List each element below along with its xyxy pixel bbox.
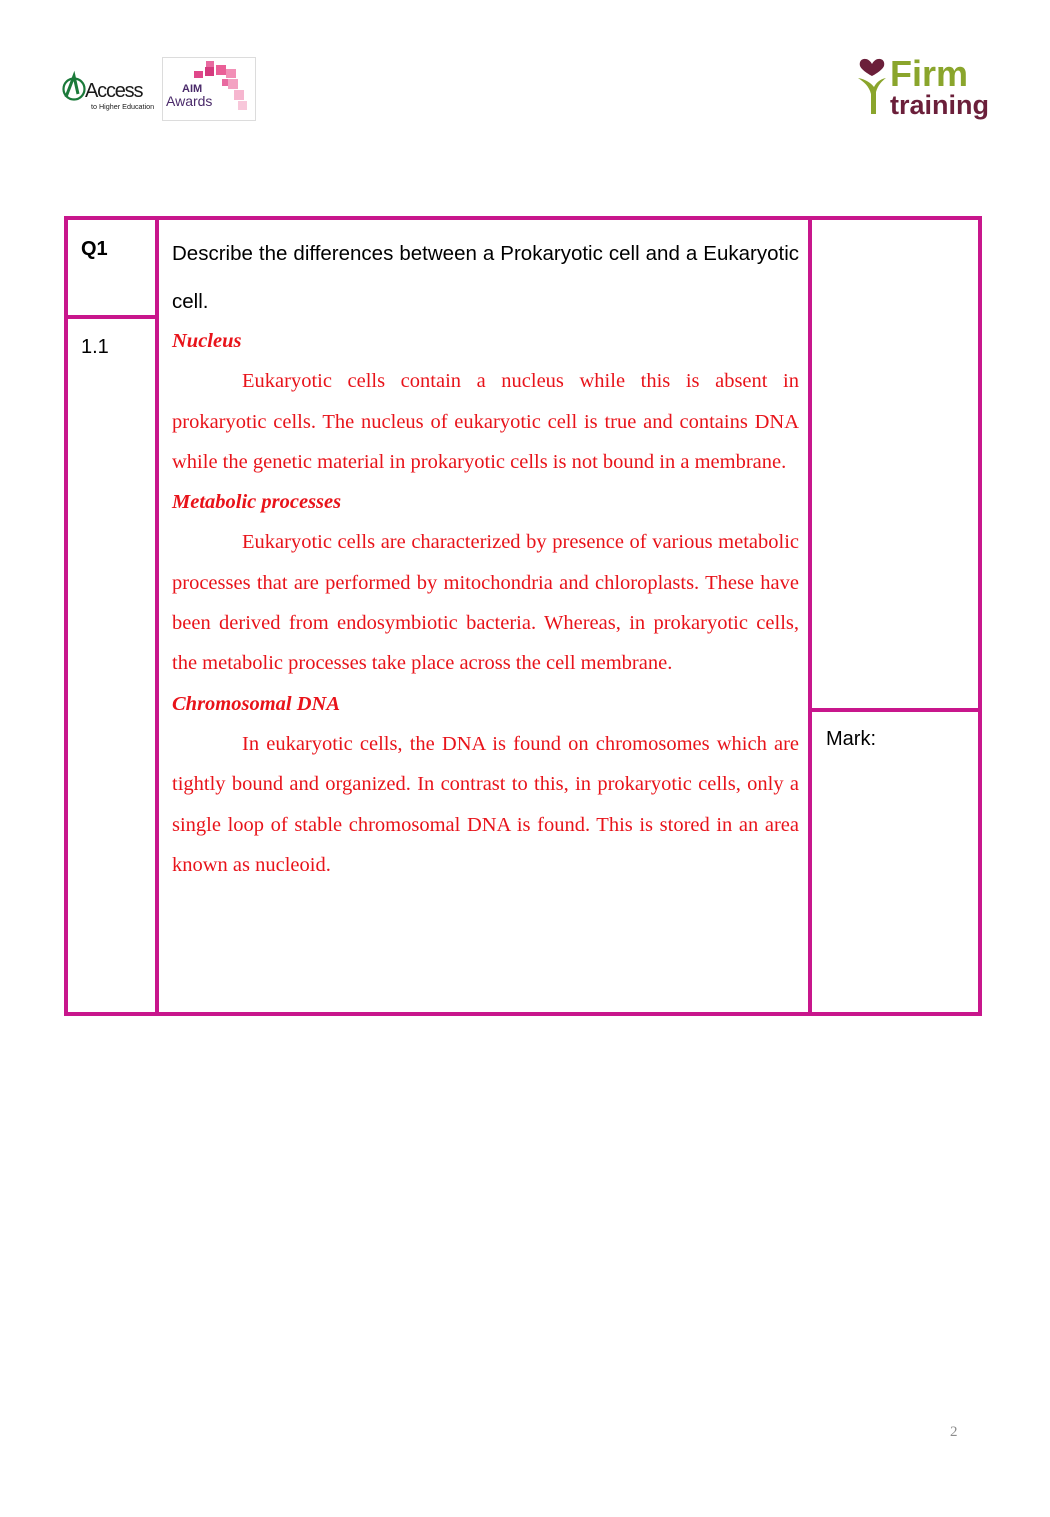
firm-figure-icon	[858, 59, 886, 114]
firm-training-logo	[852, 52, 1004, 124]
access-logo-subtext: to Higher Education	[91, 102, 154, 111]
answer-text	[172, 321, 799, 885]
page-number: 2	[950, 1424, 958, 1440]
section-body: Eukaryotic cells contain a nucleus while this is absent in prokaryotic cells. The nucleus of eukaryotic cell is true and contains DNA while the genetic material in prokaryotic cells is not bound in a membrane.	[172, 370, 799, 473]
section-body: Eukaryotic cells are characterized by presence of various metabolic processes that are performed by mitochondria and chloroplasts. These have been derived from endosymbiotic bacteria. Whereas, in prokaryotic cells, the metabolic processes take place across the cell membrane.	[172, 531, 799, 675]
aim-awards-logo	[162, 57, 256, 121]
sub-question-number: 1.1	[81, 336, 109, 358]
section-body: In eukaryotic cells, the DNA is found on chromosomes which are tightly bound and organized. In contrast to this, in prokaryotic cells, only a single loop of stable chromosomal DNA is found. This is stored in an area known as nucleoid.	[172, 732, 799, 876]
question-number: Q1	[81, 238, 108, 260]
question-table	[64, 216, 982, 1016]
access-logo-text: Access	[85, 80, 143, 102]
mark-label: Mark:	[826, 728, 876, 750]
access-logo	[62, 70, 154, 114]
training-logo-text: training	[890, 90, 989, 120]
section-heading: Chromosomal DNA	[172, 692, 341, 715]
question-text: Describe the differences between a Prokaryotic cell and a Eukaryotic cell.	[172, 242, 799, 313]
section-heading: Metabolic processes	[172, 491, 342, 514]
section-heading: Nucleus	[172, 330, 242, 352]
access-swoosh-icon	[64, 76, 85, 100]
firm-logo-text: Firm	[890, 53, 969, 94]
awards-logo-text: Awards	[166, 93, 213, 109]
aim-logo-text: AIM	[182, 83, 203, 95]
